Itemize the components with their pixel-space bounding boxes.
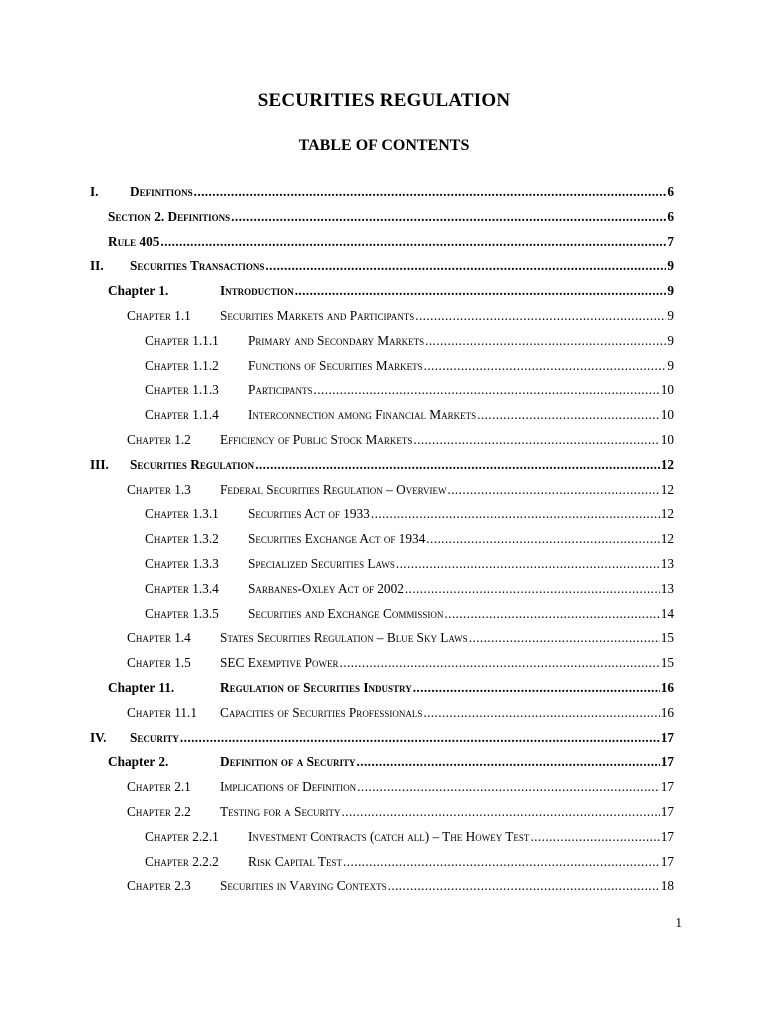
- toc-entry-page: 16: [660, 704, 674, 720]
- dot-leader: [255, 457, 660, 473]
- toc-entry[interactable]: [90, 730, 674, 750]
- toc-entry[interactable]: [90, 258, 674, 278]
- dot-leader: [295, 283, 667, 299]
- toc-entry-title: Definitions: [130, 184, 193, 199]
- toc-entry[interactable]: [108, 680, 674, 700]
- toc-entry[interactable]: [127, 630, 674, 650]
- toc-entry-title: Functions of Securities Markets: [248, 357, 423, 373]
- toc-entry-number: Chapter 2.1: [127, 779, 191, 795]
- toc-entry-number: Chapter 1.1.2: [145, 357, 219, 373]
- toc-entry[interactable]: [127, 705, 674, 725]
- toc-entry-page: 9: [667, 308, 674, 323]
- dot-leader: [231, 209, 666, 225]
- dot-leader: [357, 754, 660, 770]
- dot-leader: [413, 680, 660, 696]
- toc-entry-number: Chapter 2.2.1: [145, 828, 219, 844]
- toc-entry-page: 12: [660, 506, 674, 522]
- toc-entry-number: Chapter 1.1.3: [145, 382, 219, 398]
- toc-entry[interactable]: [90, 184, 674, 204]
- dot-leader: [388, 878, 660, 894]
- toc-entry-title: Definition of a Security: [220, 754, 356, 770]
- dot-leader: [405, 581, 660, 597]
- toc-entry-page: 12: [660, 456, 674, 472]
- toc-entry-title: States Securities Regulation – Blue Sky Laws: [220, 630, 468, 646]
- toc-entry-page: 16: [660, 680, 674, 695]
- toc-entry-number: III.: [90, 456, 109, 472]
- toc-entry[interactable]: [127, 804, 674, 824]
- dot-leader: [469, 630, 660, 646]
- toc-entry-page: 18: [660, 878, 674, 894]
- toc-entry-number: Chapter 1.1.1: [145, 332, 219, 348]
- toc-entry-page: 9: [667, 283, 674, 299]
- toc-entry-page: 9: [667, 332, 674, 348]
- toc-entry-number: Chapter 1.: [108, 283, 169, 299]
- dot-leader: [426, 531, 659, 547]
- toc-entry-page: 14: [660, 605, 674, 621]
- toc-entry-title: Federal Securities Regulation – Overview: [220, 481, 447, 497]
- toc-entry-title: Testing for a Security: [220, 804, 341, 819]
- toc-entry-page: 17: [660, 853, 674, 869]
- dot-leader: [340, 655, 660, 671]
- toc-entry-title: Efficiency of Public Stock Markets: [220, 432, 413, 447]
- toc-entry[interactable]: [90, 457, 674, 477]
- toc-entry-number: Chapter 1.2: [127, 432, 191, 447]
- toc-entry-title: Securities Act of 1933: [248, 506, 370, 522]
- toc-entry-title: Securities Markets and Participants: [220, 308, 415, 323]
- toc-entry-title: Primary and Secondary Markets: [248, 332, 425, 348]
- dot-leader: [477, 407, 660, 423]
- toc-entry[interactable]: [108, 754, 674, 774]
- toc-entry-title: Securities Transactions: [130, 258, 265, 274]
- dot-leader: [413, 432, 659, 448]
- toc-entry[interactable]: [145, 358, 674, 378]
- toc-entry-page: 15: [660, 630, 674, 646]
- document-title: SECURITIES REGULATION: [257, 90, 511, 111]
- toc-entry-number: IV.: [90, 729, 107, 745]
- toc-entry-number: Chapter 11.1: [127, 704, 197, 720]
- toc-entry[interactable]: [145, 854, 674, 874]
- toc-entry-title: Securities Regulation: [130, 456, 255, 472]
- toc-entry-number: Chapter 1.3.4: [145, 580, 219, 596]
- toc-entry-title: Sarbanes-Oxley Act of 2002: [248, 580, 404, 596]
- toc-entry-number: Chapter 1.5: [127, 655, 191, 671]
- toc-entry[interactable]: [145, 606, 674, 626]
- toc-entry[interactable]: [127, 878, 674, 898]
- toc-entry-page: 17: [660, 729, 674, 745]
- toc-entry-page: 10: [660, 382, 674, 398]
- toc-entry[interactable]: [145, 829, 674, 849]
- toc-entry-page: 9: [667, 258, 674, 274]
- dot-leader: [265, 258, 666, 274]
- toc-entry-number: Chapter 1.3: [127, 481, 191, 497]
- toc-entry[interactable]: [145, 407, 674, 427]
- toc-entry[interactable]: [145, 506, 674, 526]
- toc-entry-page: 13: [660, 556, 674, 571]
- toc-entry[interactable]: [145, 556, 674, 576]
- toc-entry-number: Chapter 1.3.1: [145, 506, 219, 522]
- dot-leader: [371, 506, 660, 522]
- toc-entry-number: Chapter 1.3.2: [145, 531, 219, 547]
- dot-leader: [447, 482, 659, 498]
- toc-entry-title: Introduction: [220, 283, 294, 299]
- toc-entry-title: Interconnection among Financial Markets: [248, 407, 477, 423]
- toc-entry-number: Chapter 2.2: [127, 804, 191, 819]
- toc-entry-title: Investment Contracts (catch all) – The Howey Test: [248, 828, 530, 844]
- toc-entry-page: 13: [660, 580, 674, 596]
- toc-entry-number: Chapter 11.: [108, 680, 175, 695]
- toc-entry-title: SEC Exemptive Power: [220, 655, 339, 671]
- toc-entry-page: 17: [660, 754, 674, 770]
- toc-entry[interactable]: [145, 581, 674, 601]
- dot-leader: [342, 804, 660, 820]
- toc-entry-title: Securities in Varying Contexts: [220, 878, 387, 894]
- toc-entry-number: Chapter 2.2.2: [145, 853, 219, 869]
- toc-entry[interactable]: [127, 308, 674, 328]
- dot-leader: [160, 234, 666, 250]
- dot-leader: [423, 705, 659, 721]
- dot-leader: [415, 308, 666, 324]
- toc-entry-title: Capacities of Securities Professionals: [220, 704, 423, 720]
- toc-entry[interactable]: [145, 333, 674, 353]
- toc-entry[interactable]: [127, 779, 674, 799]
- toc-entry-title: Rule 405: [108, 233, 160, 249]
- toc-entry-number: I.: [90, 184, 99, 199]
- dot-leader: [396, 556, 660, 572]
- toc-entry-number: Chapter 1.1: [127, 308, 191, 323]
- toc-entry-page: 12: [660, 481, 674, 497]
- toc-entry-page: 6: [667, 184, 674, 199]
- toc-entry-title: Security: [130, 729, 179, 745]
- dot-leader: [530, 829, 659, 845]
- toc-entry-number: Chapter 1.1.4: [145, 407, 219, 423]
- page-number: 1: [675, 915, 682, 930]
- dot-leader: [444, 606, 659, 622]
- toc-entry-page: 9: [667, 357, 674, 373]
- toc-entry[interactable]: [127, 482, 674, 502]
- toc-entry-page: 10: [660, 407, 674, 423]
- toc-heading: TABLE OF CONTENTS: [298, 137, 470, 154]
- toc-entry-title: Risk Capital Test: [248, 853, 343, 869]
- dot-leader: [343, 854, 660, 870]
- toc-entry-title: Regulation of Securities Industry: [220, 680, 412, 695]
- toc-entry[interactable]: [108, 234, 674, 254]
- toc-entry-title: Specialized Securities Laws: [248, 556, 395, 571]
- toc-entry-title: Implications of Definition: [220, 779, 357, 795]
- toc-entry[interactable]: [145, 382, 674, 402]
- toc-entry-page: 17: [660, 779, 674, 795]
- toc-entry[interactable]: [145, 531, 674, 551]
- toc-entry-page: 17: [660, 828, 674, 844]
- toc-entry-page: 12: [660, 531, 674, 547]
- dot-leader: [425, 333, 666, 349]
- toc-entry-number: Chapter 2.3: [127, 878, 191, 894]
- toc-entry-number: Chapter 1.4: [127, 630, 191, 646]
- toc-entry-title: Section 2. Definitions: [108, 208, 231, 224]
- dot-leader: [180, 730, 660, 746]
- toc-entry-page: 17: [660, 804, 674, 819]
- toc-entry-title: Participants: [248, 382, 313, 398]
- dot-leader: [424, 358, 667, 374]
- toc-entry-title: Securities Exchange Act of 1934: [248, 531, 426, 547]
- toc-entry[interactable]: [108, 209, 674, 229]
- toc-entry-number: II.: [90, 258, 104, 274]
- toc-entry[interactable]: [108, 283, 674, 303]
- toc-entry-title: Securities and Exchange Commission: [248, 605, 444, 621]
- dot-leader: [194, 184, 667, 200]
- toc-entry-page: 7: [667, 233, 674, 249]
- dot-leader: [357, 779, 660, 795]
- toc-entry-number: Chapter 1.3.5: [145, 605, 219, 621]
- toc-entry-number: Chapter 2.: [108, 754, 169, 770]
- toc-entry-number: Chapter 1.3.3: [145, 556, 219, 571]
- toc-entry[interactable]: [127, 432, 674, 452]
- dot-leader: [314, 382, 660, 398]
- toc-entry-page: 10: [660, 432, 674, 447]
- toc-entry[interactable]: [127, 655, 674, 675]
- toc-entry-page: 15: [660, 655, 674, 671]
- toc-entry-page: 6: [667, 208, 674, 224]
